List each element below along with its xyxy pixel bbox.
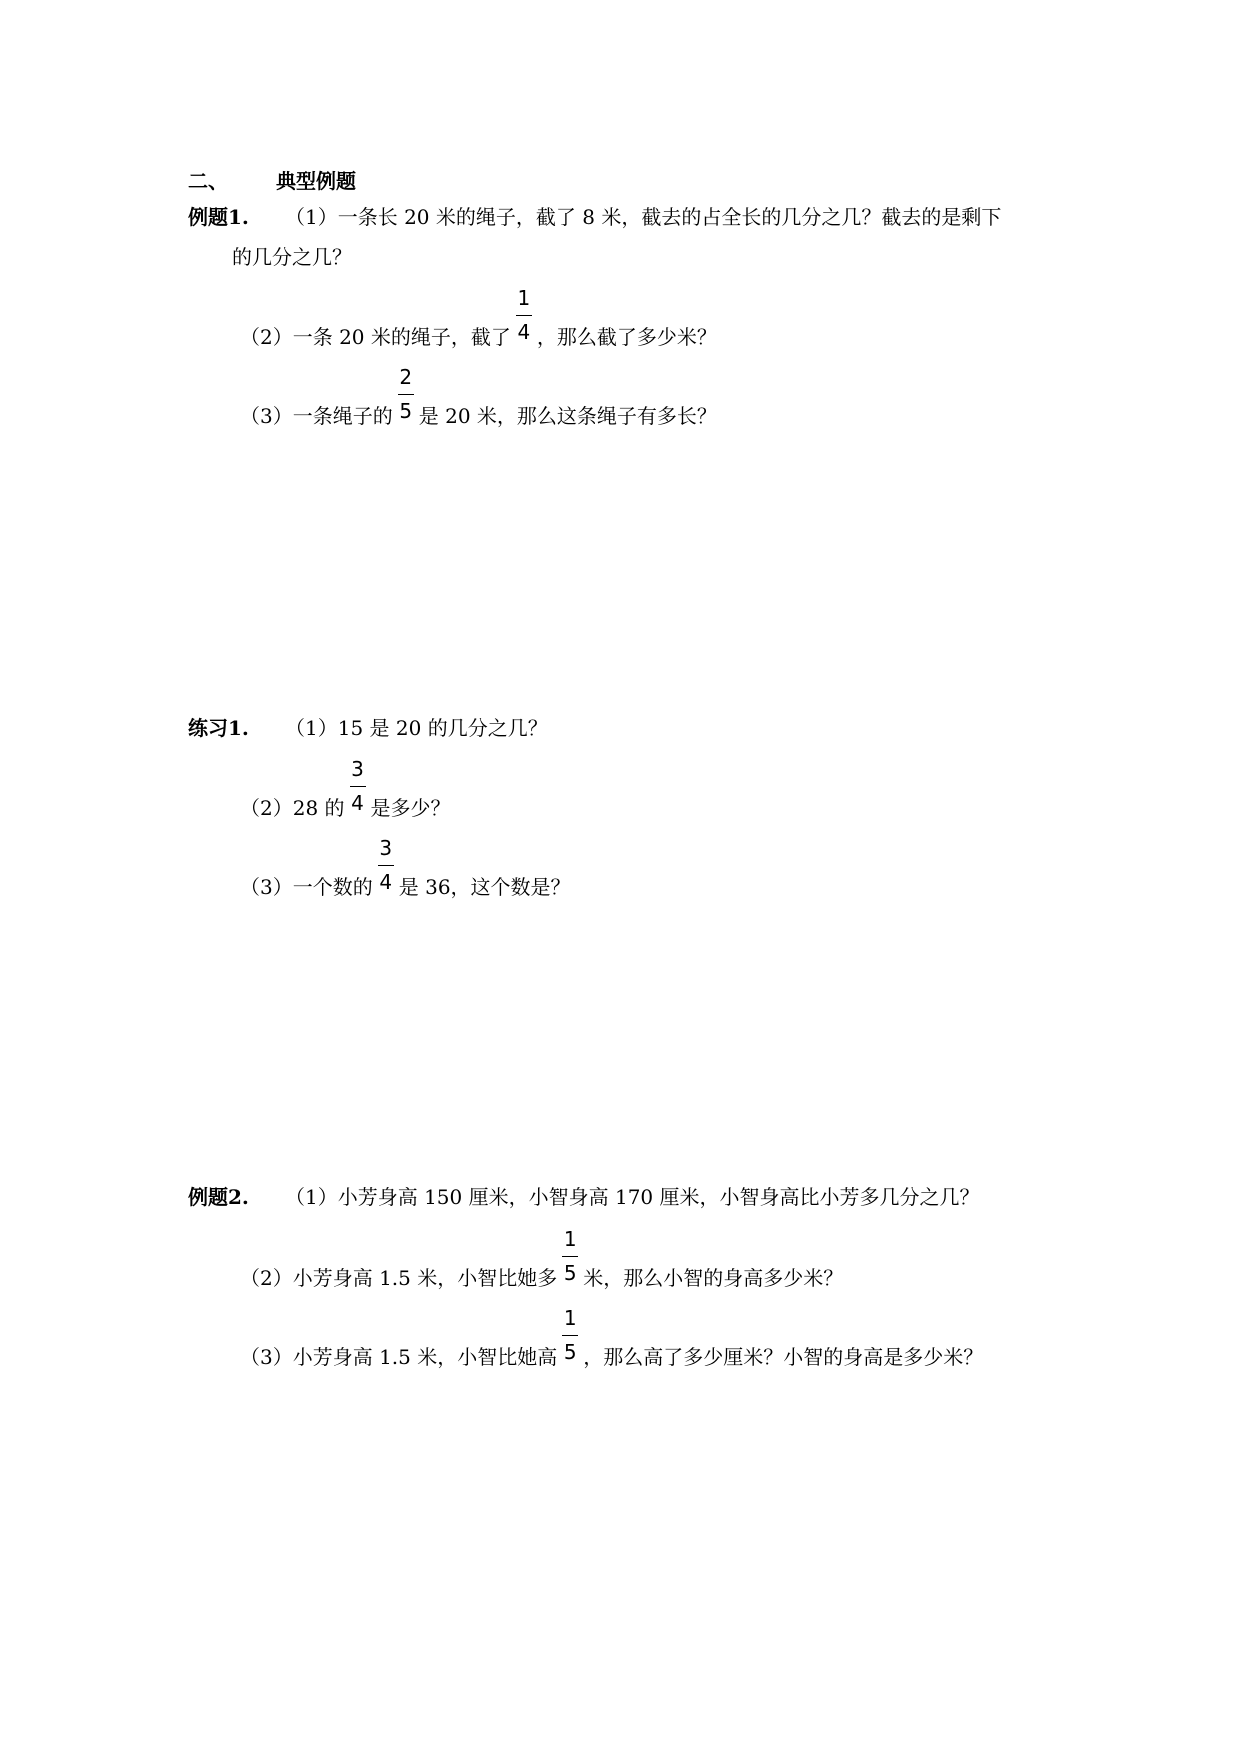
example2-q1: （1）小芳身高 150 厘米，小智身高 170 厘米，小智身高比小芳多几分之几？ bbox=[285, 1185, 980, 1209]
section-number: 二、 bbox=[188, 169, 228, 193]
fraction bbox=[560, 1306, 580, 1367]
fraction-numerator: 3 bbox=[379, 836, 393, 860]
fraction-bar bbox=[350, 786, 366, 787]
fraction-numerator: 2 bbox=[399, 365, 413, 389]
practice1-q3 bbox=[240, 836, 571, 899]
fraction-numerator: 3 bbox=[351, 757, 364, 781]
example1-q1-line1: （1）一条长 20 米的绳子，截了 8 米，截去的占全长的几分之几？截去的是剩下 bbox=[285, 205, 1002, 229]
example2-q2 bbox=[240, 1227, 844, 1290]
fraction-numerator: 1 bbox=[517, 286, 531, 310]
fraction-denominator: 5 bbox=[563, 1340, 577, 1364]
example1-q3-text-after: 是 20 米，那么这条绳子有多长？ bbox=[418, 404, 717, 428]
fraction-bar bbox=[398, 394, 414, 395]
fraction-numerator: 1 bbox=[563, 1306, 577, 1330]
fraction-bar bbox=[378, 865, 394, 866]
practice1-q2-text-before: （2）28 的 bbox=[240, 796, 345, 820]
example1-q2-text-before: （2）一条 20 米的绳子，截了 bbox=[240, 325, 511, 349]
fraction bbox=[560, 1227, 580, 1288]
practice1-label: 练习1. bbox=[188, 716, 249, 740]
example1-q2 bbox=[240, 286, 717, 349]
example2-q2-text-before: （2）小芳身高 1.5 米，小智比她多 bbox=[240, 1266, 558, 1290]
fraction-denominator: 4 bbox=[379, 870, 393, 894]
fraction-numerator: 1 bbox=[563, 1227, 577, 1251]
fraction bbox=[376, 836, 396, 897]
example1-label: 例题1. bbox=[188, 205, 249, 229]
example1-q3 bbox=[240, 365, 717, 428]
example2-label: 例题2. bbox=[188, 1185, 249, 1209]
example2-q3-text-before: （3）小芳身高 1.5 米，小智比她高 bbox=[240, 1345, 558, 1369]
fraction-bar bbox=[562, 1256, 578, 1257]
example1-q3-text-before: （3）一条绳子的 bbox=[240, 404, 393, 428]
example1-q2-text-after: ，那么截了多少米？ bbox=[536, 325, 717, 349]
fraction-bar bbox=[562, 1335, 578, 1336]
practice1-q1: （1）15 是 20 的几分之几？ bbox=[285, 716, 548, 740]
fraction-bar bbox=[516, 315, 532, 316]
fraction bbox=[514, 286, 534, 347]
section-title: 典型例题 bbox=[276, 169, 356, 193]
fraction-denominator: 5 bbox=[563, 1261, 577, 1285]
practice1-q3-text-before: （3）一个数的 bbox=[240, 875, 373, 899]
fraction bbox=[348, 757, 368, 818]
example1-q1-line2: 的几分之几？ bbox=[232, 245, 352, 269]
practice1-q3-text-after: 是 36，这个数是？ bbox=[398, 875, 571, 899]
practice1-q2 bbox=[240, 757, 451, 820]
example2-q3 bbox=[240, 1306, 984, 1369]
fraction-denominator: 5 bbox=[399, 399, 413, 423]
example2-q3-text-after: ，那么高了多少厘米？小智的身高是多少米？ bbox=[583, 1345, 984, 1369]
fraction bbox=[396, 365, 416, 426]
practice1-q2-text-after: 是多少？ bbox=[370, 796, 451, 820]
fraction-denominator: 4 bbox=[351, 791, 364, 815]
example2-q2-text-after: 米，那么小智的身高多少米？ bbox=[583, 1266, 844, 1290]
fraction-denominator: 4 bbox=[517, 320, 531, 344]
